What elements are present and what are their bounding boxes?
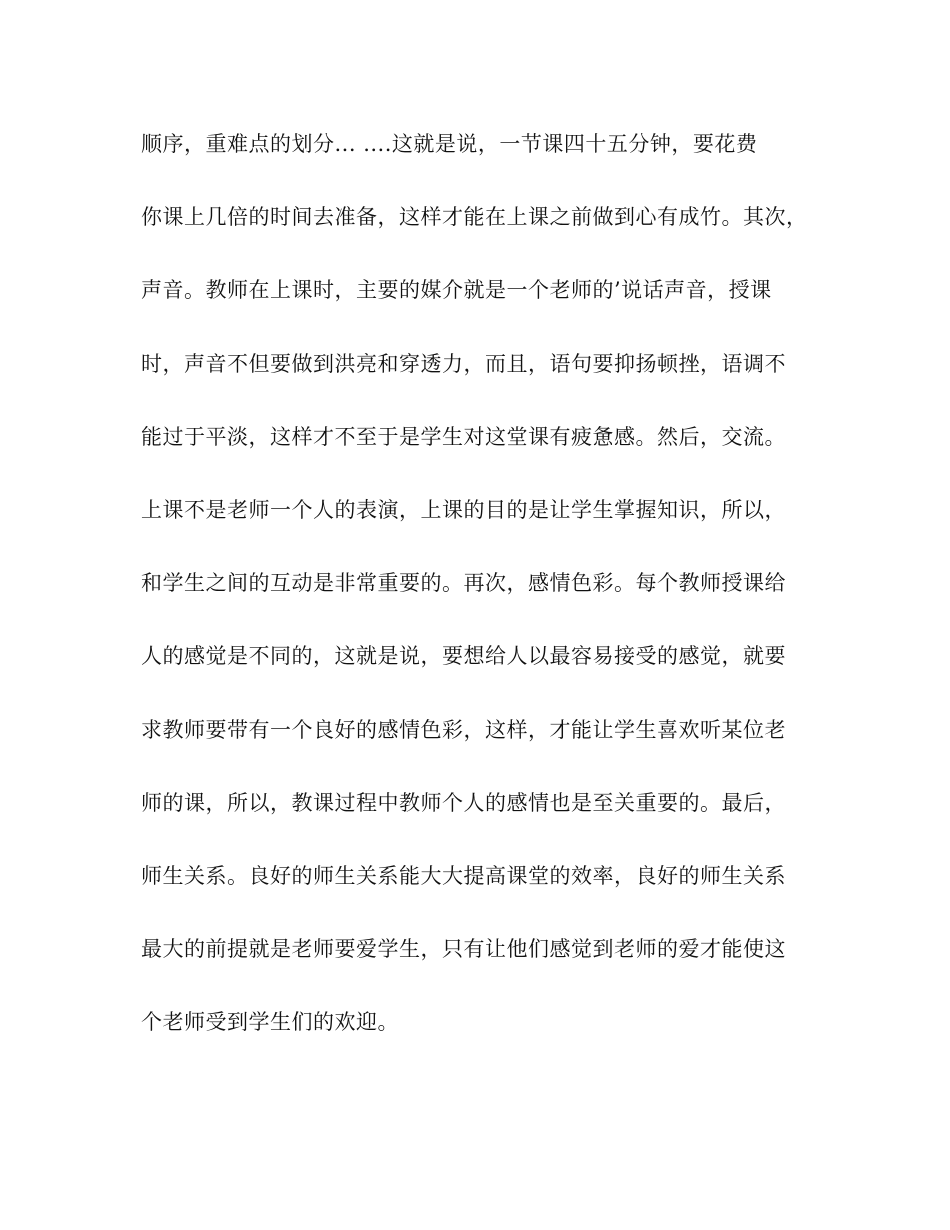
text-line: 个老师受到学生们的欢迎。	[141, 1010, 399, 1035]
text-line: 声音。教师在上课时，主要的媒介就是一个老师的’说话声音，授课	[141, 278, 772, 303]
text-line: 人的感觉是不同的，这就是说，要想给人以最容易接受的感觉，就要	[141, 644, 786, 669]
text-line: 上课不是老师一个人的表演，上课的目的是让学生掌握知识，所以，	[141, 497, 786, 522]
text-line: 求教师要带有一个良好的感情色彩，这样，才能让学生喜欢听某位老	[141, 717, 786, 742]
text-line: 和学生之间的互动是非常重要的。再次，感情色彩。每个教师授课给	[141, 571, 786, 596]
text-line: 时，声音不但要做到洪亮和穿透力，而且，语句要抑扬顿挫，语调不	[141, 351, 786, 376]
text-line: 师的课，所以，教课过程中教师个人的感情也是至关重要的。最后，	[141, 790, 786, 815]
text-line: 最大的前提就是老师要爱学生，只有让他们感觉到老师的爱才能使这	[141, 937, 786, 962]
text-line: 能过于平淡，这样才不至于是学生对这堂课有疲惫感。然后，交流。	[141, 424, 786, 449]
body-paragraph	[141, 124, 821, 1075]
text-line: 师生关系。良好的师生关系能大大提高课堂的效率，良好的师生关系	[141, 863, 786, 888]
text-line: 顺序，重难点的划分... ....这就是说，一节课四十五分钟，要花费	[141, 132, 758, 156]
text-line: 你课上几倍的时间去准备，这样才能在上课之前做到心有成竹。其次，	[141, 205, 808, 230]
